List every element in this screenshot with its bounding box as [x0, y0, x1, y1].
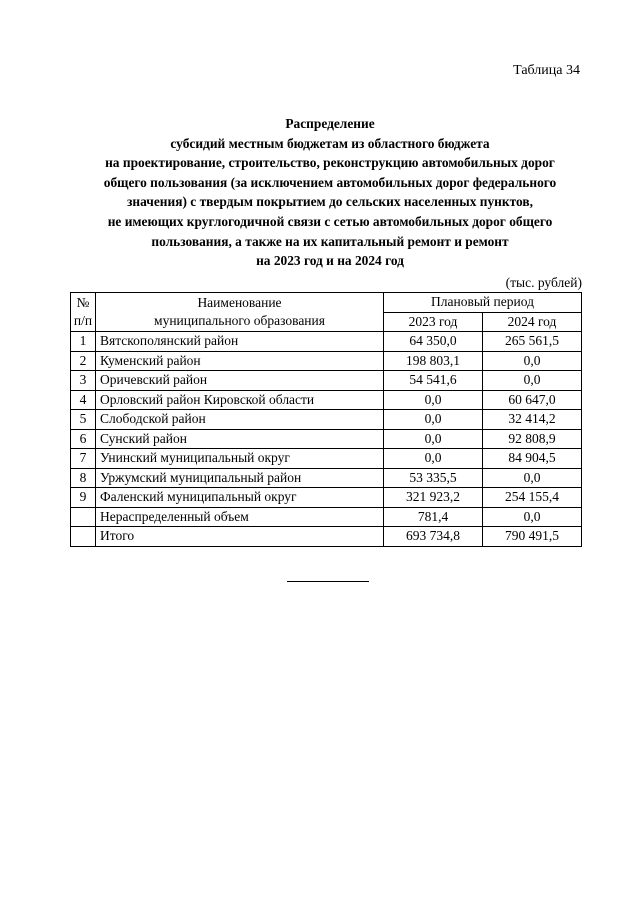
- row-value-2023: 53 335,5: [384, 468, 483, 488]
- row-value-2024: 0,0: [483, 371, 582, 391]
- row-name: Оричевский район: [96, 371, 384, 391]
- row-value-2024: 790 491,5: [483, 527, 582, 547]
- row-value-2024: 92 808,9: [483, 429, 582, 449]
- row-name: Унинский муниципальный округ: [96, 449, 384, 469]
- row-num: 2: [71, 351, 96, 371]
- end-rule: [287, 581, 369, 582]
- row-value-2024: 254 155,4: [483, 488, 582, 508]
- row-num: 5: [71, 410, 96, 430]
- table-row: [71, 449, 582, 469]
- header-period: Плановый период: [384, 293, 582, 313]
- row-name: Орловский район Кировской области: [96, 390, 384, 410]
- row-name: Куменский район: [96, 351, 384, 371]
- row-value-2023: 64 350,0: [384, 332, 483, 352]
- row-num: 1: [71, 332, 96, 352]
- heading-line: на проектирование, строительство, реконструкцию автомобильных дорог: [105, 155, 555, 171]
- table-row: [71, 429, 582, 449]
- header-num-line1: №: [76, 295, 90, 310]
- document-heading: [40, 114, 620, 271]
- table-row: [71, 468, 582, 488]
- row-value-2023: 321 923,2: [384, 488, 483, 508]
- heading-line: значения) с твердым покрытием до сельских населенных пунктов,: [127, 194, 533, 210]
- row-num: 8: [71, 468, 96, 488]
- row-value-2023: 0,0: [384, 429, 483, 449]
- table-row: [71, 390, 582, 410]
- heading-line: общего пользования (за исключением автомобильных дорог федерального: [103, 174, 557, 190]
- distribution-table: [70, 292, 582, 547]
- heading-line: пользования, а также на их капитальный ремонт и ремонт: [151, 233, 509, 249]
- row-value-2023: 693 734,8: [384, 527, 483, 547]
- heading-line: на 2023 год и на 2024 год: [256, 253, 404, 269]
- row-value-2024: 0,0: [483, 351, 582, 371]
- table-label: Таблица 34: [513, 63, 580, 78]
- row-value-2024: 265 561,5: [483, 332, 582, 352]
- header-name-line2: муниципального образования: [154, 313, 325, 328]
- row-value-2024: 0,0: [483, 507, 582, 527]
- row-num: [71, 507, 96, 527]
- row-name: Уржумский муниципальный район: [96, 468, 384, 488]
- row-value-2024: 32 414,2: [483, 410, 582, 430]
- row-value-2024: 60 647,0: [483, 390, 582, 410]
- row-name: Слободской район: [96, 410, 384, 430]
- table-row: [71, 507, 582, 527]
- header-num-line2: п/п: [73, 313, 93, 328]
- header-name-line1: Наименование: [197, 295, 282, 310]
- row-value-2023: 0,0: [384, 410, 483, 430]
- table-body: [71, 332, 582, 547]
- row-num: 7: [71, 449, 96, 469]
- header-year-2024: 2024 год: [483, 312, 582, 332]
- table-row: [71, 410, 582, 430]
- table-row: [71, 527, 582, 547]
- row-name: Вятскополянский район: [96, 332, 384, 352]
- row-name: Фаленский муниципальный округ: [96, 488, 384, 508]
- row-name: Сунский район: [96, 429, 384, 449]
- row-value-2023: 781,4: [384, 507, 483, 527]
- heading-line: Распределение: [285, 116, 375, 131]
- row-num: 3: [71, 371, 96, 391]
- row-name: Итого: [96, 527, 384, 547]
- row-value-2024: 84 904,5: [483, 449, 582, 469]
- header-year-2023: 2023 год: [384, 312, 483, 332]
- heading-line: субсидий местным бюджетам из областного бюджета: [170, 135, 490, 151]
- row-value-2023: 198 803,1: [384, 351, 483, 371]
- row-name: Нераспределенный объем: [96, 507, 384, 527]
- row-num: 6: [71, 429, 96, 449]
- table-row: [71, 371, 582, 391]
- header-name: [96, 293, 384, 332]
- table-row: [71, 332, 582, 352]
- table-row: [71, 351, 582, 371]
- row-num: 4: [71, 390, 96, 410]
- row-value-2023: 0,0: [384, 449, 483, 469]
- row-value-2023: 0,0: [384, 390, 483, 410]
- row-num: 9: [71, 488, 96, 508]
- units-label: (тыс. рублей): [505, 275, 582, 290]
- header-num: [71, 293, 96, 332]
- heading-line: не имеющих круглогодичной связи с сетью автомобильных дорог общего: [107, 213, 553, 229]
- table-row: [71, 488, 582, 508]
- row-value-2024: 0,0: [483, 468, 582, 488]
- row-value-2023: 54 541,6: [384, 371, 483, 391]
- row-num: [71, 527, 96, 547]
